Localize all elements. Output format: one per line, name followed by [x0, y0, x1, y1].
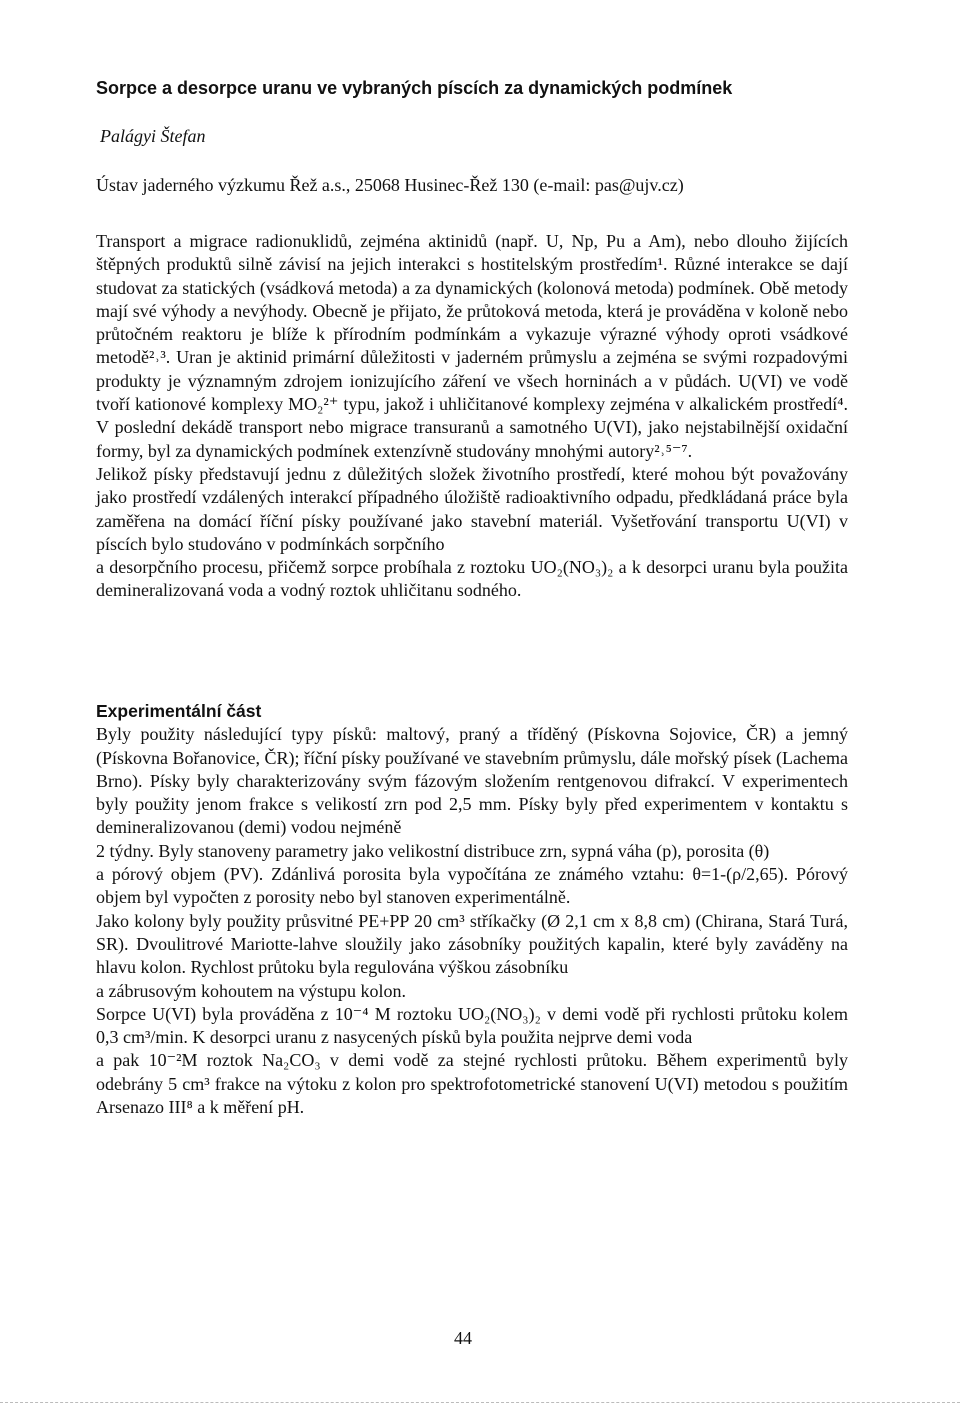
experimental-paragraph-2: 2 týdny. Byly stanoveny parametry jako velikostní distribuce zrn, sypná váha (p), porosita (θ)	[96, 840, 770, 861]
author-name: Palágyi Štefan	[100, 126, 206, 146]
intro-paragraph-3: a desorpčního procesu, přičemž sorpce probíhala z roztoku UO₂(NO₃)₂ a k desorpci uranu byla použita demineralizovaná voda a vodný roztok uhličitanu sodného.	[96, 557, 848, 601]
page-number: 44	[454, 1328, 472, 1348]
experimental-paragraph-3: a pórový objem (PV). Zdánlivá porosita byla vypočítána ze známého vztahu: θ=1-(ρ/2,65). Pórový objem byl vypočten z porosity nebo byl stanoven experimentálně.	[96, 864, 848, 908]
introduction-section	[96, 230, 848, 603]
paper-title: Sorpce a desorpce uranu ve vybraných píscích za dynamických podmínek	[96, 78, 733, 98]
experimental-paragraph-5: a zábrusovým kohoutem na výstupu kolon.	[96, 980, 406, 1001]
experimental-paragraph-6: Sorpce U(VI) byla prováděna z 10⁻⁴ M roztoku UO₂(NO₃)₂ v demi vodě při rychlosti průtoku kolem 0,3 cm³/min. K desorpci uranu z nasycených písků byla použita nejprve demi voda	[96, 1003, 848, 1048]
section-heading: Experimentální část	[96, 701, 262, 721]
experimental-paragraph-7: a pak 10⁻²M roztok Na₂CO₃ v demi vodě za stejné rychlosti průtoku. Během experimentů byly odebrány 5 cm³ frakce na výtoku z kolon pro spektrofotometrické stanovení U(VI) metodou s použitím Arsenazo III⁸ a k měření pH.	[96, 1050, 848, 1118]
intro-paragraph-2: Jelikož písky představují jednu z důležitých složek životního prostředí, které mohou být považovány jako prostředí vzdálených interakcí případného úložiště radioaktivního odpadu, předkládaná práce byla zaměřena na domácí říční písky používané jako stavební materiál. Vyšetřování transportu U(VI) v píscích bylo studováno v podmínkách sorpčního	[96, 463, 848, 554]
experimental-paragraph-4: Jako kolony byly použity průsvitné PE+PP 20 cm³ stříkačky (Ø 2,1 cm x 8,8 cm) (Chirana, Stará Turá, SR). Dvoulitrové Mariotte-lahve sloužily jako zásobníky použitých kapalin, které byly zaváděny na hlavu kolon. Rychlost průtoku byla regulována výškou zásobníku	[96, 910, 848, 978]
experimental-paragraph-1: Byly použity následující typy písků: maltový, praný a tříděný (Pískovna Sojovice, ČR) a jemný (Pískovna Bořanovice, ČR); říční písky používané ve stavebním průmyslu, dále mořský písek (Lachema Brno). Písky byly charakterizovány svým fázovým složením rentgenovou difrakcí. V experimentech byly použity jenom frakce s velikostí zrn pod 2,5 mm. Písky byly před experimentem v kontaktu s demineralizovanou (demi) vodou nejméně	[96, 724, 848, 838]
footer-divider	[0, 1402, 960, 1404]
intro-paragraph-1: Transport a migrace radionuklidů, zejména aktinidů (např. U, Np, Pu a Am), nebo dlouho žijících štěpných produktů silně závisí na jejich interakci s hostitelským prostředím¹. Různé interakce se dají studovat za statických (vsádková metoda) a za dynamických (kolonová metoda) podmínek. Obě metody mají své výhody a nevýhody. Obecně je přijato, že průtoková metoda, která je prováděna v koloně nebo průtočném reaktoru je blíže k přírodním podmínkám a vykazuje výrazné výhody oproti vsádkové metodě²˒³. Uran je aktinid primární důležitosti v jaderném průmyslu a zejména se svými rozpadovými produkty je významným zdrojem ionizujícího záření ve všech horninách a v půdách. U(VI) ve vodě tvoří kationové komplexy MO₂²⁺ typu, jakož i uhličitanové komplexy zejména v alkalickém prostředí⁴. V poslední dekádě transport nebo migrace transuranů a samotného U(VI), jako nejstabilnější oxidační formy, byl za dynamických podmínek extenzívně studovány mnohými autory²˒⁵⁻⁷.	[96, 231, 848, 461]
affiliation: Ústav jaderného výzkumu Řež a.s., 25068 Husinec-Řež 130 (e-mail: pas@ujv.cz)	[96, 175, 684, 195]
experimental-section	[96, 700, 848, 1119]
